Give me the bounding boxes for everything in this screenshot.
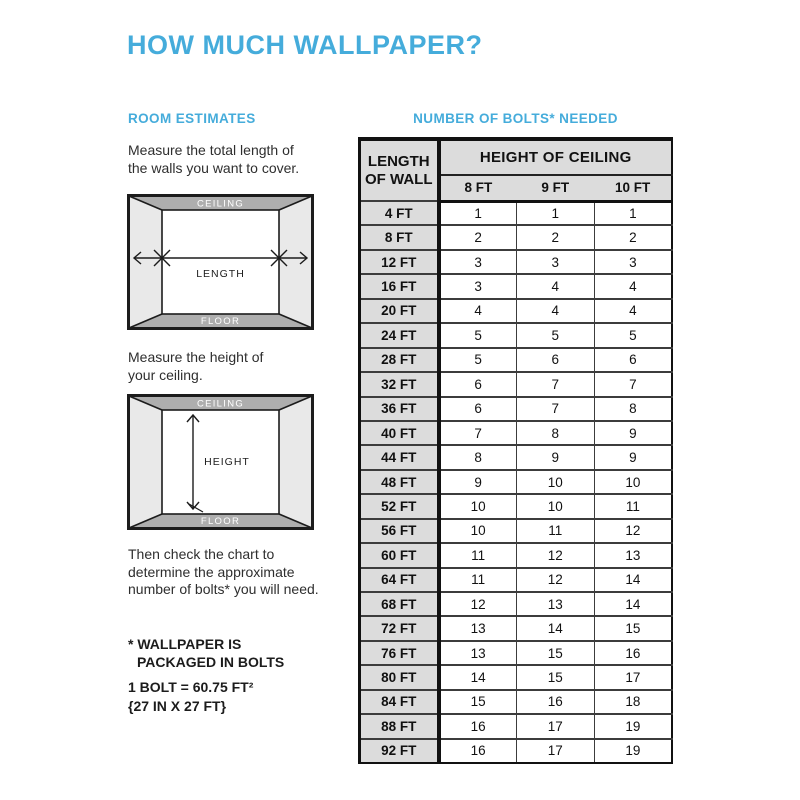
wall-length-cell: 20 FT [360,299,439,323]
bolts-9ft-cell: 17 [516,714,594,738]
bolts-9ft-cell: 10 [516,470,594,494]
table-row [360,274,673,298]
bolts-8ft-cell: 9 [439,470,517,494]
bolts-8ft-cell: 11 [439,543,517,567]
wall-length-cell: 8 FT [360,225,439,249]
bolts-10ft-cell: 14 [594,568,672,592]
bolts-9ft-cell: 4 [516,274,594,298]
bolts-8ft-cell: 16 [439,739,517,763]
bolts-9ft-cell: 16 [516,690,594,714]
bolts-9ft-cell: 12 [516,568,594,592]
table-row [360,225,673,249]
bolts-8ft-cell: 13 [439,616,517,640]
bolts-8ft-cell: 14 [439,665,517,689]
bolts-10ft-cell: 10 [594,470,672,494]
ceiling-label: CEILING [196,398,245,410]
wall-length-cell: 92 FT [360,739,439,763]
bolts-10ft-cell: 11 [594,494,672,518]
bolts-8ft-cell: 10 [439,519,517,543]
bolts-8ft-cell: 5 [439,323,517,347]
bolts-8ft-cell: 3 [439,274,517,298]
instruction-measure-height: Measure the height of your ceiling. [128,349,264,383]
bolts-9ft-cell: 6 [516,348,594,372]
bolts-8ft-cell: 8 [439,445,517,469]
bolts-9ft-cell: 7 [516,372,594,396]
bolts-10ft-cell: 19 [594,714,672,738]
bolts-9ft-cell: 11 [516,519,594,543]
table-row [360,665,673,689]
room-length-diagram [127,194,314,330]
ceiling-label: CEILING [196,198,245,210]
room-perspective-height-icon [127,394,314,530]
page-title: HOW MUCH WALLPAPER? [127,30,483,60]
bolts-9ft-cell: 15 [516,665,594,689]
left-wall [129,396,162,528]
table-row [360,201,673,225]
wall-length-cell: 80 FT [360,665,439,689]
table-row [360,323,673,347]
bolts-8ft-cell: 16 [439,714,517,738]
table-row [360,568,673,592]
bolts-9ft-cell: 5 [516,323,594,347]
bolts-10ft-cell: 3 [594,250,672,274]
wall-length-cell: 72 FT [360,616,439,640]
bolts-9ft-cell: 10 [516,494,594,518]
length-dimension-label: LENGTH [196,268,245,280]
bolts-10ft-cell: 1 [594,201,672,225]
column-header-9ft: 9 FT [516,175,594,201]
bolts-10ft-cell: 6 [594,348,672,372]
wall-length-cell: 24 FT [360,323,439,347]
bolts-10ft-cell: 19 [594,739,672,763]
bolts-10ft-cell: 14 [594,592,672,616]
wall-length-cell: 16 FT [360,274,439,298]
bolts-10ft-cell: 15 [594,616,672,640]
bolts-9ft-cell: 1 [516,201,594,225]
table-row [360,299,673,323]
bolts-8ft-cell: 10 [439,494,517,518]
bolts-8ft-cell: 5 [439,348,517,372]
instruction-check-chart: Then check the chart to determine the approximate number of bolts* you will need. [128,546,319,597]
bolts-9ft-cell: 12 [516,543,594,567]
table-row [360,348,673,372]
wall-length-cell: 28 FT [360,348,439,372]
table-row [360,519,673,543]
column-header-8ft: 8 FT [439,175,517,201]
bolts-needed-table-container [358,137,673,764]
wall-length-cell: 32 FT [360,372,439,396]
floor-label: FLOOR [200,516,241,527]
bolts-8ft-cell: 12 [439,592,517,616]
table-row [360,445,673,469]
table-row [360,690,673,714]
table-row [360,421,673,445]
table-row [360,592,673,616]
bolts-9ft-cell: 15 [516,641,594,665]
bolts-9ft-cell: 8 [516,421,594,445]
bolts-8ft-cell: 2 [439,225,517,249]
bolts-8ft-cell: 1 [439,201,517,225]
wall-length-cell: 76 FT [360,641,439,665]
instruction-measure-length: Measure the total length of the walls you want to cover. [128,142,300,176]
bolts-8ft-cell: 6 [439,372,517,396]
bolt-size-info: 1 BOLT = 60.75 FT² {27 IN X 27 FT} [128,679,254,714]
table-row [360,494,673,518]
wall-length-cell: 60 FT [360,543,439,567]
table-row [360,250,673,274]
table-row [360,641,673,665]
wallpaper-bolts-footnote: * WALLPAPER IS PACKAGED IN BOLTS [128,636,285,670]
bolts-10ft-cell: 7 [594,372,672,396]
bolts-8ft-cell: 6 [439,397,517,421]
bolts-9ft-cell: 9 [516,445,594,469]
bolts-10ft-cell: 9 [594,421,672,445]
wall-length-cell: 12 FT [360,250,439,274]
wall-length-cell: 4 FT [360,201,439,225]
wall-length-cell: 44 FT [360,445,439,469]
table-row [360,397,673,421]
wall-length-cell: 40 FT [360,421,439,445]
bolts-10ft-cell: 12 [594,519,672,543]
bolts-8ft-cell: 3 [439,250,517,274]
bolts-9ft-cell: 4 [516,299,594,323]
bolts-10ft-cell: 4 [594,274,672,298]
table-row [360,372,673,396]
wall-length-cell: 36 FT [360,397,439,421]
bolts-10ft-cell: 16 [594,641,672,665]
bolts-10ft-cell: 13 [594,543,672,567]
table-row [360,714,673,738]
height-dimension-label: HEIGHT [204,456,250,468]
section-title-room-estimates: ROOM ESTIMATES [128,111,256,126]
section-title-number-of-bolts: NUMBER OF BOLTS* NEEDED [413,111,618,126]
bolts-needed-table [358,137,673,764]
bolts-8ft-cell: 7 [439,421,517,445]
bolts-9ft-cell: 7 [516,397,594,421]
bolts-10ft-cell: 8 [594,397,672,421]
wall-length-cell: 84 FT [360,690,439,714]
wall-length-cell: 88 FT [360,714,439,738]
bolts-8ft-cell: 13 [439,641,517,665]
column-group-header-height-of-ceiling: HEIGHT OF CEILING [439,139,673,175]
bolts-9ft-cell: 3 [516,250,594,274]
bolts-8ft-cell: 4 [439,299,517,323]
wall-length-cell: 48 FT [360,470,439,494]
right-wall [279,396,312,528]
bolts-9ft-cell: 17 [516,739,594,763]
back-wall [162,210,279,314]
column-header-length-of-wall: LENGTH OF WALL [360,139,439,201]
wall-length-cell: 56 FT [360,519,439,543]
room-height-diagram [127,394,314,530]
column-header-10ft: 10 FT [594,175,672,201]
bolts-10ft-cell: 9 [594,445,672,469]
bolts-10ft-cell: 4 [594,299,672,323]
floor-label: FLOOR [200,316,241,327]
table-row [360,739,673,763]
bolts-8ft-cell: 11 [439,568,517,592]
bolts-8ft-cell: 15 [439,690,517,714]
table-row [360,543,673,567]
wall-length-cell: 68 FT [360,592,439,616]
bolts-10ft-cell: 17 [594,665,672,689]
bolts-9ft-cell: 2 [516,225,594,249]
bolts-10ft-cell: 18 [594,690,672,714]
bolts-9ft-cell: 14 [516,616,594,640]
wall-length-cell: 52 FT [360,494,439,518]
bolts-10ft-cell: 5 [594,323,672,347]
room-perspective-length-icon [127,194,314,330]
bolts-10ft-cell: 2 [594,225,672,249]
table-row [360,470,673,494]
wall-length-cell: 64 FT [360,568,439,592]
bolts-9ft-cell: 13 [516,592,594,616]
table-row [360,616,673,640]
